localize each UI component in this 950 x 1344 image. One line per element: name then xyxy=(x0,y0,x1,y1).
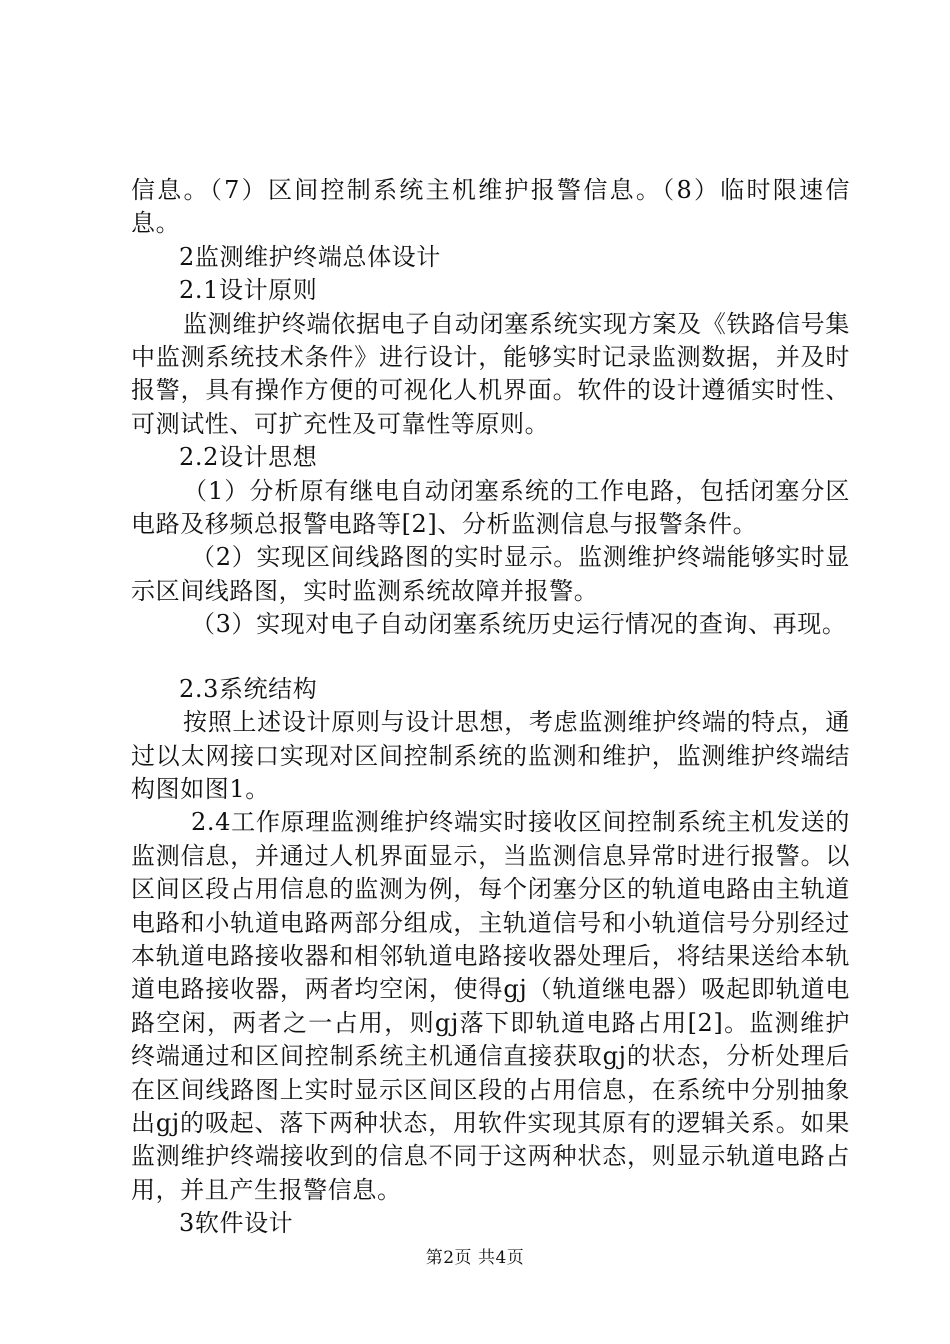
paragraph-system-structure: 按照上述设计原则与设计思想，考虑监测维护终端的特点，通过以太网接口实现对区间控制系统的监测和维护，监测维护终端结构图如图1。 xyxy=(131,708,850,803)
paragraph-design-idea-3: （3）实现对电子自动闭塞系统历史运行情况的查询、再现。 xyxy=(191,610,847,639)
heading-section-3: 3软件设计 xyxy=(179,1209,294,1238)
document-body xyxy=(131,174,850,1241)
page-number-footer: 第2页 共4页 xyxy=(425,1248,525,1268)
paragraph-alarm-info-continued: 信息。（7）区间控制系统主机维护报警信息。（8）临时限速信息。 xyxy=(131,176,850,238)
paragraph-design-idea-2: （2）实现区间线路图的实时显示。监测维护终端能够实时显示区间线路图，实时监测系统故障并报警。 xyxy=(131,543,850,605)
heading-section-2-3: 2.3系统结构 xyxy=(179,674,318,703)
paragraph-design-principles: 监测维护终端依据电子自动闭塞系统实现方案及《铁路信号集中监测系统技术条件》进行设计，能够实时记录监测数据，并及时报警，具有操作方便的可视化人机界面。软件的设计遵循实时性、可测试性、可扩充性及可靠性等原则。 xyxy=(131,309,850,438)
heading-section-2-1: 2.1设计原则 xyxy=(179,276,318,305)
paragraph-design-idea-1: （1）分析原有继电自动闭塞系统的工作电路，包括闭塞分区电路及移频总报警电路等[2]、分析监测信息与报警条件。 xyxy=(131,476,850,539)
blank-line xyxy=(131,642,850,673)
paragraph-working-principle: 2.4工作原理监测维护终端实时接收区间控制系统主机发送的监测信息，并通过人机界面显示，当监测信息异常时进行报警。以区间区段占用信息的监测为例，每个闭塞分区的轨道电路由主轨道电路和小轨道电路两部分组成，主轨道信号和小轨道信号分别经过本轨道电路接收器和相邻轨道电路接收器处理后，将结果送给本轨道电路接收器，两者均空闲，使得gj（轨道继电器）吸起即轨道电路空闲，两者之一占用，则gj落下即轨道电路占用[2]。监测维护终端通过和区间控制系统主机通信直接获取gj的状态，分析处理后在区间线路图上实时显示区间区段的占用信息，在系统中分别抽象出gj的吸起、落下两种状态，用软件实现其原有的逻辑关系。如果监测维护终端接收到的信息不同于这两种状态，则显示轨道电路占用，并且产生报警信息。 xyxy=(131,808,850,1204)
heading-section-2-2: 2.2设计思想 xyxy=(179,443,318,472)
heading-section-2: 2监测维护终端总体设计 xyxy=(179,242,441,271)
